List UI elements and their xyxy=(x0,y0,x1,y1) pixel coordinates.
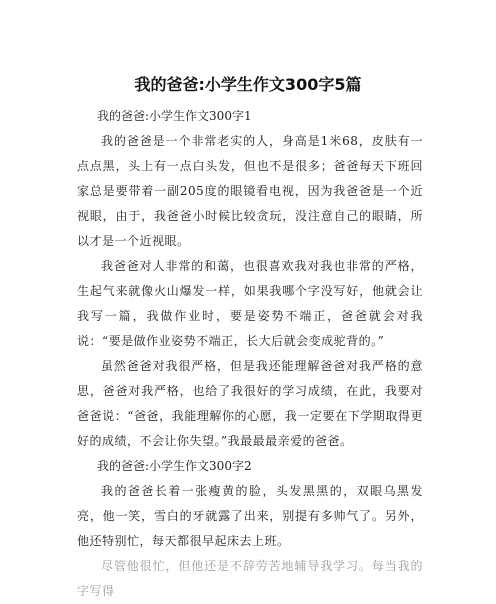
article-body xyxy=(77,104,423,604)
article-title: 我的爸爸:小学生作文300字5篇 xyxy=(134,75,362,94)
paragraph: 虽然爸爸对我很严格，但是我还能理解爸爸对我严格的意思，爸爸对我严格，也给了我很好的学习成绩，在此，我要对爸爸说：“爸爸，我能理解你的心愿，我一定要在下学期取得更好的成绩，不会让你失望。”我最最最亲爱的爸爸。 xyxy=(77,359,423,448)
paragraph: 我的爸爸长着一张瘦黄的脸，头发黑黑的，双眼乌黑发亮，他一笑，雪白的牙就露了出来，别提有多帅气了。另外，他还特别忙，每天都很早起床去上班。 xyxy=(77,484,423,548)
paragraph: 我的爸爸是一个非常老实的人，身高是1米68，皮肤有一点点黑，头上有一点白头发，但也不是很多；爸爸每天下班回家总是要带着一副205度的眼镜看电视，因为我爸爸是一个近视眼，由于，我爸爸小时候比较贪玩，没注意自己的眼睛，所以才是一个近视眼。 xyxy=(77,134,423,248)
paragraph-partial: 尽管他很忙，但他还是不辞劳苦地辅导我学习。每当我的字写得 xyxy=(77,559,423,598)
paragraph: 我爸爸对人非常的和蔼，也很喜欢我对我也非常的严格，生起气来就像火山爆发一样，如果我哪个字没写好，他就会让我写一篇，我做作业时，要是姿势不端正，爸爸就会对我说：“要是做作业姿势不端正，长大后就会变成驼背的。” xyxy=(77,259,423,348)
section-heading: 我的爸爸:小学生作文300字1 xyxy=(97,109,252,123)
section-heading: 我的爸爸:小学生作文300字2 xyxy=(97,459,252,473)
